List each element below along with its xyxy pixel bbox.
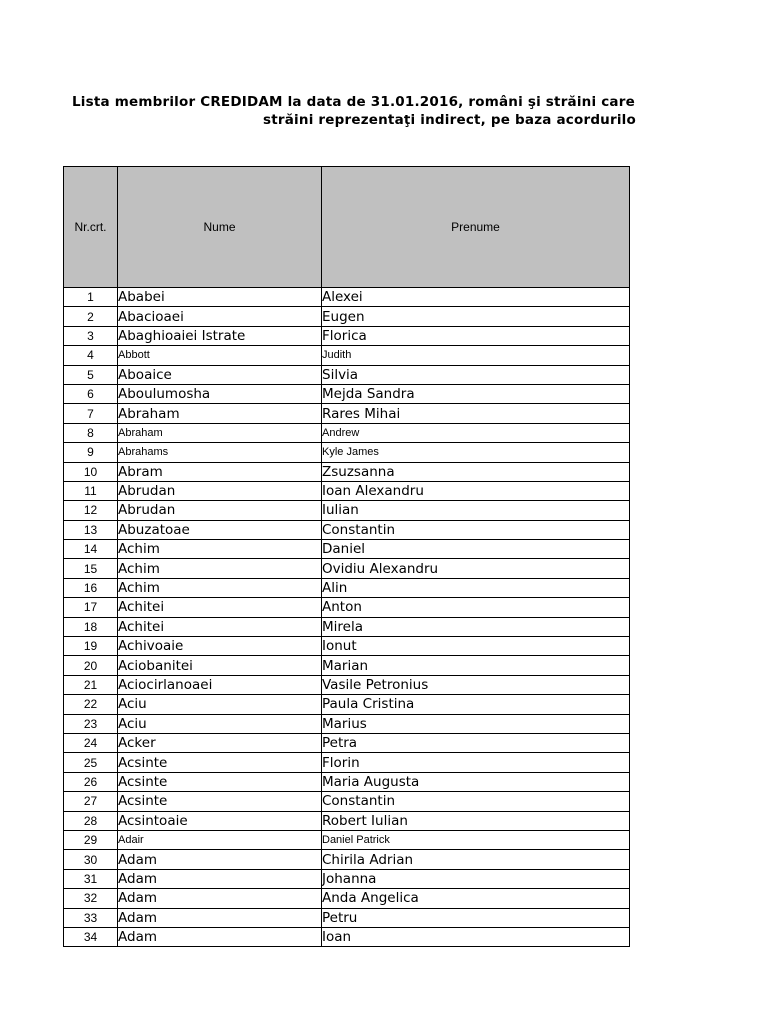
- surname-cell: Abrudan: [118, 481, 322, 500]
- table-row: [64, 714, 630, 733]
- table-row: [64, 598, 630, 617]
- row-number-cell: 14: [64, 540, 118, 559]
- table-row: [64, 908, 630, 927]
- surname-cell: Aciocirlanoaei: [118, 675, 322, 694]
- surname-cell: Abbott: [118, 346, 322, 365]
- surname-cell: Acker: [118, 733, 322, 752]
- given-name-cell: Constantin: [322, 792, 630, 811]
- table-row: [64, 617, 630, 636]
- given-name-cell: Petru: [322, 908, 630, 927]
- given-name-cell: Judith: [322, 346, 630, 365]
- row-number-cell: 5: [64, 365, 118, 384]
- surname-cell: Ababei: [118, 288, 322, 307]
- row-number-cell: 30: [64, 850, 118, 869]
- table-row: [64, 733, 630, 752]
- surname-cell: Abuzatoae: [118, 520, 322, 539]
- row-number-cell: 31: [64, 869, 118, 888]
- table-row: [64, 830, 630, 849]
- table-row: [64, 365, 630, 384]
- given-name-cell: Ioan: [322, 927, 630, 946]
- table-row: [64, 811, 630, 830]
- table-row: [64, 326, 630, 345]
- given-name-cell: Iulian: [322, 501, 630, 520]
- row-number-cell: 15: [64, 559, 118, 578]
- table-row: [64, 443, 630, 462]
- row-number-cell: 1: [64, 288, 118, 307]
- given-name-cell: Silvia: [322, 365, 630, 384]
- surname-cell: Achivoaie: [118, 637, 322, 656]
- given-name-cell: Alin: [322, 578, 630, 597]
- given-name-cell: Ioan Alexandru: [322, 481, 630, 500]
- surname-cell: Abraham: [118, 404, 322, 423]
- given-name-cell: Daniel Patrick: [322, 830, 630, 849]
- surname-cell: Adam: [118, 908, 322, 927]
- row-number-cell: 25: [64, 753, 118, 772]
- document-title-line-1: [0, 94, 768, 112]
- title-line-2-text: străini reprezentaţi indirect, pe baza acordurilo: [263, 112, 636, 128]
- given-name-cell: Constantin: [322, 520, 630, 539]
- row-number-cell: 21: [64, 675, 118, 694]
- given-name-cell: Anda Angelica: [322, 889, 630, 908]
- surname-cell: Acsinte: [118, 753, 322, 772]
- surname-cell: Acsinte: [118, 772, 322, 791]
- given-name-cell: Chirila Adrian: [322, 850, 630, 869]
- row-number-cell: 13: [64, 520, 118, 539]
- table-row: [64, 675, 630, 694]
- surname-cell: Aciobanitei: [118, 656, 322, 675]
- table-row: [64, 384, 630, 403]
- table-row: [64, 404, 630, 423]
- row-number-cell: 8: [64, 423, 118, 442]
- surname-cell: Aciu: [118, 714, 322, 733]
- header-row: [64, 167, 630, 288]
- surname-cell: Adam: [118, 889, 322, 908]
- header-nume: Nume: [118, 167, 322, 288]
- surname-cell: Adam: [118, 927, 322, 946]
- given-name-cell: Kyle James: [322, 443, 630, 462]
- surname-cell: Achitei: [118, 617, 322, 636]
- table-row: [64, 462, 630, 481]
- surname-cell: Adair: [118, 830, 322, 849]
- title-line-1-text: Lista membrilor CREDIDAM la data de 31.01.2016, români şi străini care: [72, 94, 635, 110]
- table-row: [64, 637, 630, 656]
- row-number-cell: 32: [64, 889, 118, 908]
- given-name-cell: Anton: [322, 598, 630, 617]
- table-row: [64, 850, 630, 869]
- table-row: [64, 481, 630, 500]
- table-row: [64, 656, 630, 675]
- given-name-cell: Marius: [322, 714, 630, 733]
- row-number-cell: 2: [64, 307, 118, 326]
- given-name-cell: Florin: [322, 753, 630, 772]
- surname-cell: Adam: [118, 869, 322, 888]
- given-name-cell: Johanna: [322, 869, 630, 888]
- given-name-cell: Vasile Petronius: [322, 675, 630, 694]
- members-table: [63, 166, 630, 947]
- row-number-cell: 22: [64, 695, 118, 714]
- given-name-cell: Alexei: [322, 288, 630, 307]
- surname-cell: Aciu: [118, 695, 322, 714]
- table-row: [64, 792, 630, 811]
- table-body: [64, 288, 630, 947]
- row-number-cell: 18: [64, 617, 118, 636]
- given-name-cell: Maria Augusta: [322, 772, 630, 791]
- row-number-cell: 19: [64, 637, 118, 656]
- table-row: [64, 540, 630, 559]
- given-name-cell: Andrew: [322, 423, 630, 442]
- given-name-cell: Paula Cristina: [322, 695, 630, 714]
- surname-cell: Aboulumosha: [118, 384, 322, 403]
- row-number-cell: 28: [64, 811, 118, 830]
- row-number-cell: 10: [64, 462, 118, 481]
- given-name-cell: Florica: [322, 326, 630, 345]
- table-row: [64, 889, 630, 908]
- surname-cell: Abrudan: [118, 501, 322, 520]
- given-name-cell: Mejda Sandra: [322, 384, 630, 403]
- given-name-cell: Ovidiu Alexandru: [322, 559, 630, 578]
- table-row: [64, 520, 630, 539]
- row-number-cell: 7: [64, 404, 118, 423]
- surname-cell: Abram: [118, 462, 322, 481]
- table-row: [64, 288, 630, 307]
- given-name-cell: Marian: [322, 656, 630, 675]
- given-name-cell: Petra: [322, 733, 630, 752]
- given-name-cell: Daniel: [322, 540, 630, 559]
- row-number-cell: 34: [64, 927, 118, 946]
- table-row: [64, 423, 630, 442]
- row-number-cell: 3: [64, 326, 118, 345]
- table-row: [64, 695, 630, 714]
- row-number-cell: 9: [64, 443, 118, 462]
- header-nr-crt: Nr.crt.: [64, 167, 118, 288]
- table-row: [64, 753, 630, 772]
- surname-cell: Abacioaei: [118, 307, 322, 326]
- given-name-cell: Rares Mihai: [322, 404, 630, 423]
- surname-cell: Abrahams: [118, 443, 322, 462]
- surname-cell: Adam: [118, 850, 322, 869]
- row-number-cell: 16: [64, 578, 118, 597]
- row-number-cell: 4: [64, 346, 118, 365]
- table-row: [64, 307, 630, 326]
- given-name-cell: Eugen: [322, 307, 630, 326]
- surname-cell: Achim: [118, 559, 322, 578]
- row-number-cell: 29: [64, 830, 118, 849]
- table-row: [64, 772, 630, 791]
- table-row: [64, 346, 630, 365]
- table-row: [64, 501, 630, 520]
- surname-cell: Abraham: [118, 423, 322, 442]
- surname-cell: Achim: [118, 540, 322, 559]
- row-number-cell: 24: [64, 733, 118, 752]
- surname-cell: Acsinte: [118, 792, 322, 811]
- surname-cell: Achim: [118, 578, 322, 597]
- table-header: [64, 167, 630, 288]
- document-title-line-2: [0, 112, 768, 130]
- given-name-cell: Ionut: [322, 637, 630, 656]
- row-number-cell: 27: [64, 792, 118, 811]
- table-row: [64, 559, 630, 578]
- row-number-cell: 11: [64, 481, 118, 500]
- surname-cell: Acsintoaie: [118, 811, 322, 830]
- row-number-cell: 12: [64, 501, 118, 520]
- row-number-cell: 17: [64, 598, 118, 617]
- surname-cell: Abaghioaiei Istrate: [118, 326, 322, 345]
- given-name-cell: Robert Iulian: [322, 811, 630, 830]
- row-number-cell: 33: [64, 908, 118, 927]
- table-row: [64, 927, 630, 946]
- table-row: [64, 578, 630, 597]
- row-number-cell: 6: [64, 384, 118, 403]
- given-name-cell: Mirela: [322, 617, 630, 636]
- row-number-cell: 26: [64, 772, 118, 791]
- given-name-cell: Zsuzsanna: [322, 462, 630, 481]
- surname-cell: Aboaice: [118, 365, 322, 384]
- row-number-cell: 23: [64, 714, 118, 733]
- surname-cell: Achitei: [118, 598, 322, 617]
- table-row: [64, 869, 630, 888]
- row-number-cell: 20: [64, 656, 118, 675]
- header-prenume: Prenume: [322, 167, 630, 288]
